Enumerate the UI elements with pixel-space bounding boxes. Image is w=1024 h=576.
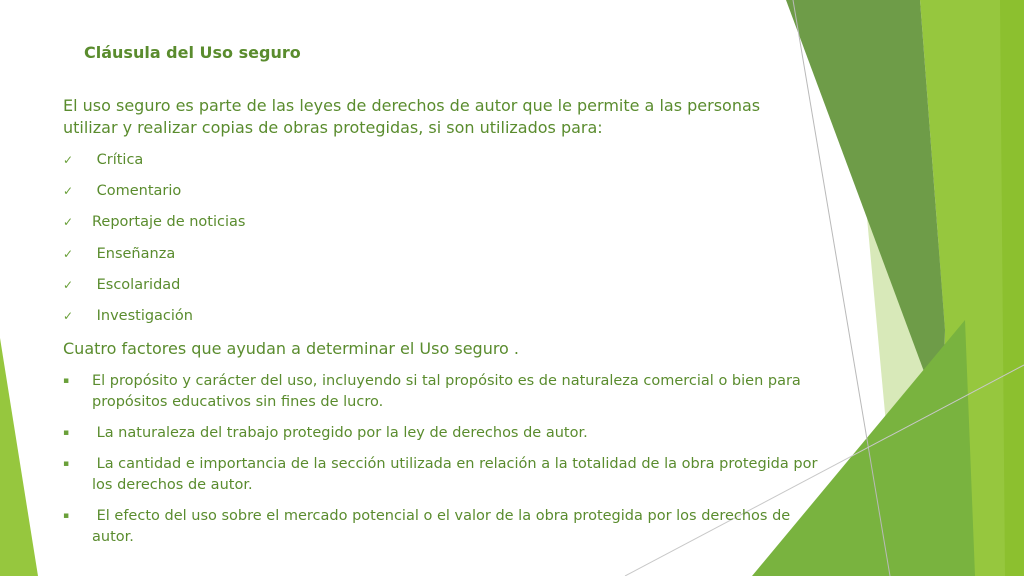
list-item-text: Escolaridad <box>92 276 181 293</box>
list-item-text: La naturaleza del trabajo protegido por la ley de derechos de autor. <box>92 425 588 441</box>
list-item-text: La cantidad e importancia de la sección utilizada en relación a la totalidad de la obra protegida por los derechos de autor. <box>92 456 823 493</box>
list-item-text: Enseñanza <box>92 245 176 262</box>
list-item <box>63 423 818 444</box>
dark-green-wedge <box>786 0 945 420</box>
square-bullet-icon: ▪ <box>63 511 70 521</box>
list-item-text: Investigación <box>92 307 193 324</box>
checkmark-icon: ✓ <box>63 153 74 167</box>
square-bullet-icon: ▪ <box>63 376 70 386</box>
factors-list <box>63 371 823 558</box>
square-bullet-icon: ▪ <box>63 428 70 438</box>
factors-heading: Cuatro factores que ayudan a determinar el Uso seguro . <box>63 339 520 358</box>
checkmark-icon: ✓ <box>63 184 74 199</box>
left-green-sliver <box>0 338 38 576</box>
slide-title: Cláusula del Uso seguro <box>84 43 301 62</box>
list-item <box>63 454 823 496</box>
list-item <box>63 371 818 413</box>
square-bullet-icon: ▪ <box>63 459 70 469</box>
checkmark-icon: ✓ <box>63 277 74 292</box>
list-item-text: Reportaje de noticias <box>92 214 246 231</box>
list-item-text: Crítica <box>92 152 144 168</box>
list-item <box>63 506 818 548</box>
checkmark-icon: ✓ <box>63 215 74 230</box>
checkmark-icon: ✓ <box>63 308 74 323</box>
list-item-text: Comentario <box>92 183 182 200</box>
list-item-text: El propósito y carácter del uso, incluyendo si tal propósito es de naturaleza comercial o bien para propósitos educativos sin fines de lucro. <box>92 373 806 410</box>
intro-paragraph: El uso seguro es parte de las leyes de derechos de autor que le permite a las personas utilizar y realizar copias de obras protegidas, si son utilizados para: <box>63 96 761 137</box>
list-item-text: El efecto del uso sobre el mercado potencial o el valor de la obra protegida por los derechos de autor. <box>92 508 795 545</box>
checkmark-icon: ✓ <box>63 246 74 261</box>
